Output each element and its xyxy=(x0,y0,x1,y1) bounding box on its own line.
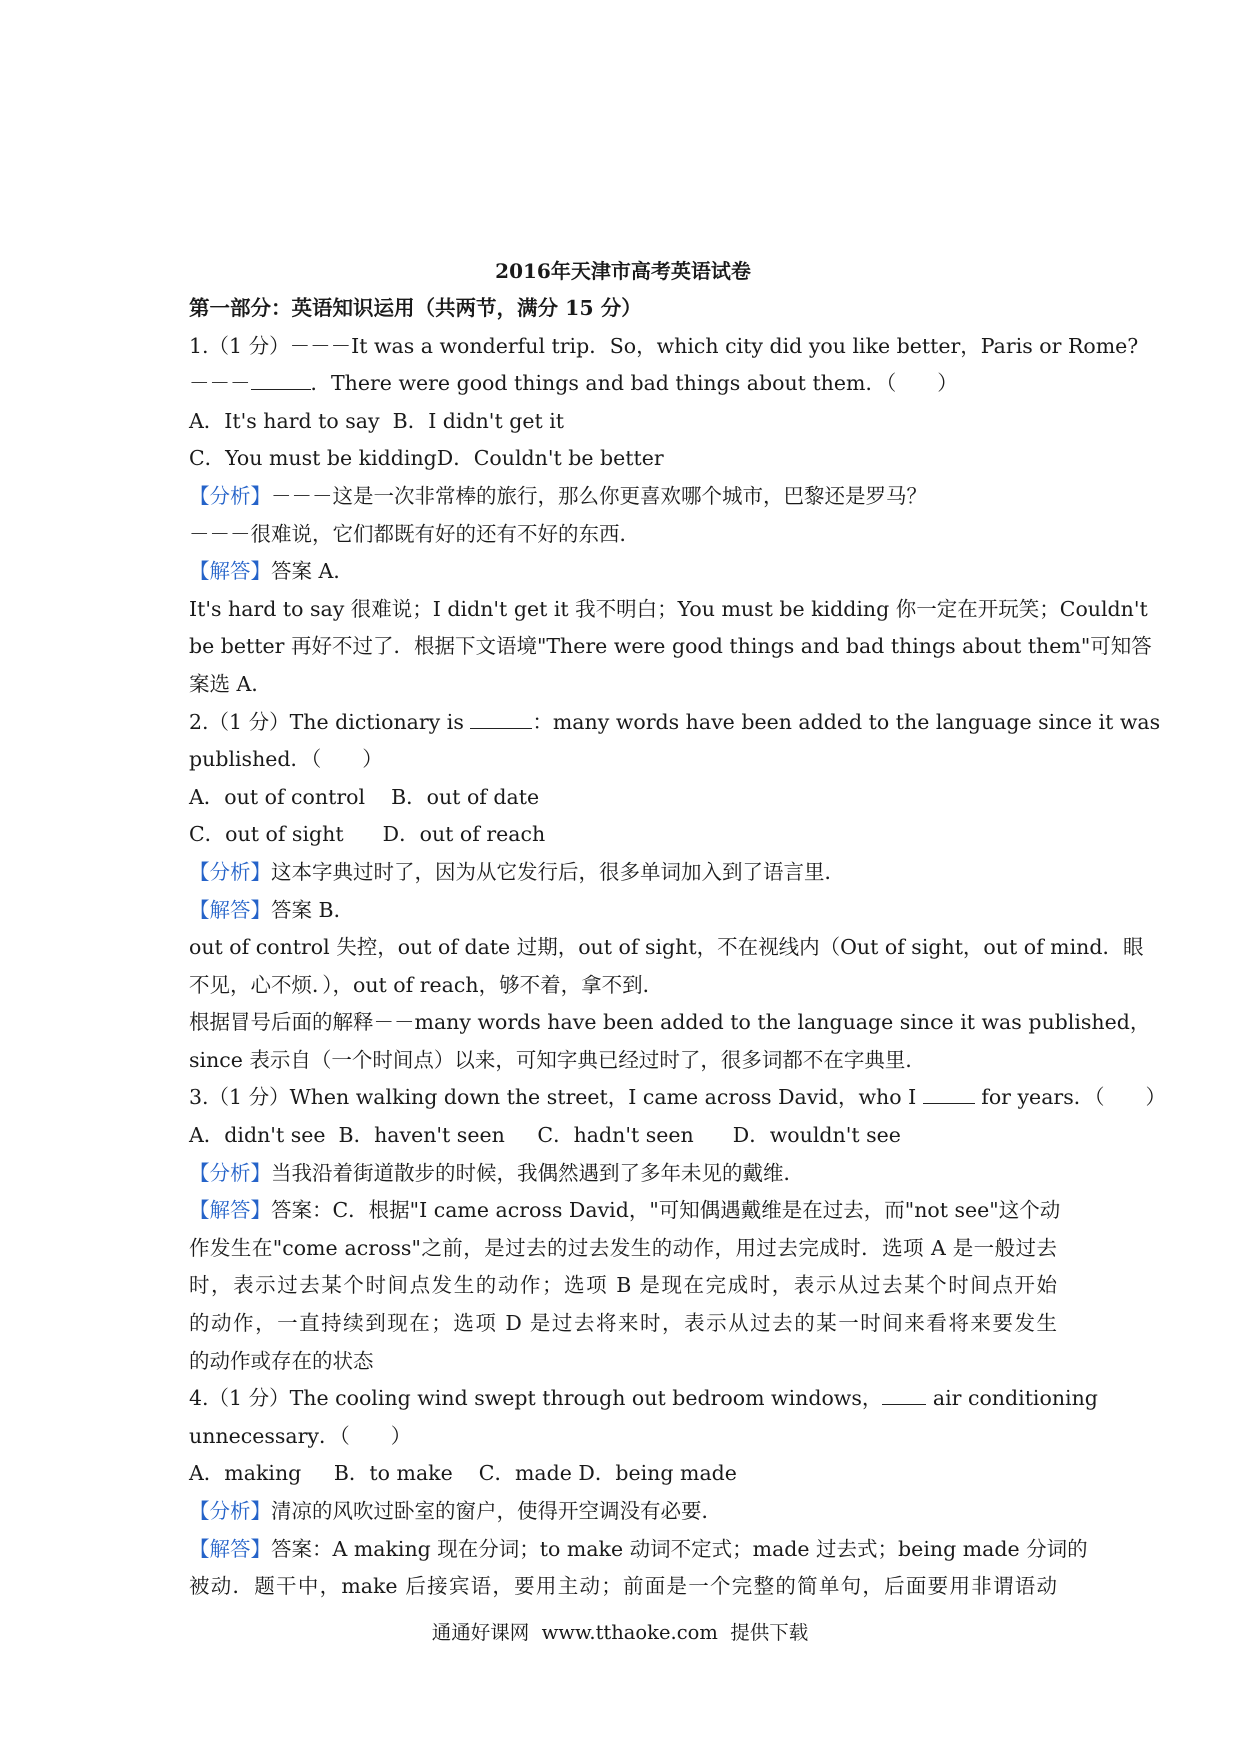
q3-answer-3: 的动作，一直持续到现在；选项 D 是过去将来时，表示从过去的某一时间来看将来要发生 xyxy=(189,1311,1057,1336)
q2-explanation: out of control 失控，out of date 过期，out of sight，不在视线内（Out of sight，out of mind．眼 xyxy=(189,935,1144,960)
q4-options: A．making B．to make C．made D．being made xyxy=(189,1461,737,1486)
q1-analysis: 【分析】－－－这是一次非常棒的旅行，那么你更喜欢哪个城市，巴黎还是罗马？ xyxy=(189,483,927,508)
q3-answer-cont: 作发生在"come across"之前，是过去的过去发生的动作，用过去完成时．选项 A 是一般过去 xyxy=(189,1235,1057,1260)
q1-options-cd: C．You must be kiddingD．Couldn't be better xyxy=(189,446,664,471)
q2-analysis: 【分析】这本字典过时了，因为从它发行后，很多单词加入到了语言里． xyxy=(189,859,845,884)
q1-explanation: It's hard to say 很难说；I didn't get it 我不明白；You must be kidding 你一定在开玩笑；Couldn't xyxy=(189,596,1148,621)
analysis-tag: 【分析】 xyxy=(189,1160,271,1185)
q3-answer: 【解答】答案：C．根据"I came across David，"可知偶遇戴维是在过去，而"not see"这个动 xyxy=(189,1198,1061,1223)
answer-tag: 【解答】 xyxy=(189,1536,271,1561)
q1-stem-cont: －－－ ．There were good things and bad things about them．（ ） xyxy=(189,371,958,396)
answer-blank xyxy=(882,1386,926,1405)
q4-stem: 4.（1 分）The cooling wind swept through out bedroom windows， air conditioning xyxy=(189,1386,1098,1411)
q2-options-ab: A．out of control B．out of date xyxy=(189,784,540,809)
q2-explanation-3: since 表示自（一个时间点）以来，可知字典已经过时了，很多词都不在字典里． xyxy=(189,1047,926,1072)
q3-answer-2: 时，表示过去某个时间点发生的动作；选项 B 是现在完成时，表示从过去某个时间点开始 xyxy=(189,1273,1057,1298)
q2-explanation-cont: 不见，心不烦．），out of reach，够不着，拿不到． xyxy=(189,972,664,997)
analysis-tag: 【分析】 xyxy=(189,483,271,508)
q1-explanation-cont: be better 再好不过了．根据下文语境"There were good things and bad things about them"可知答 xyxy=(189,634,1152,659)
answer-tag: 【解答】 xyxy=(189,1198,271,1223)
exam-content xyxy=(189,252,1166,1606)
answer-tag: 【解答】 xyxy=(189,897,271,922)
section-heading: 第一部分：英语知识运用（共两节，满分 15 分） xyxy=(189,296,642,320)
q2-options-cd: C．out of sight D．out of reach xyxy=(189,822,546,847)
page-footer: 通通好课网 www.tthaoke.com 提供下载 xyxy=(431,1621,809,1644)
q4-stem-cont: unnecessary．（ ） xyxy=(189,1423,412,1448)
q1-analysis-cont: －－－很难说，它们都既有好的还有不好的东西． xyxy=(189,521,640,546)
q2-answer: 【解答】答案 B． xyxy=(189,897,355,922)
q1-answer: 【解答】答案 A． xyxy=(189,559,354,584)
q3-options: A．didn't see B．haven't seen C．hadn't seen D．wouldn't see xyxy=(189,1123,901,1148)
answer-tag: 【解答】 xyxy=(189,559,271,584)
q3-analysis: 【分析】当我沿着街道散步的时候，我偶然遇到了多年未见的戴维． xyxy=(189,1160,804,1185)
q2-explanation-2: 根据冒号后面的解释－－many words have been added to the language since it was published， xyxy=(189,1010,1151,1035)
q3-stem: 3.（1 分）When walking down the street，I came across David，who I for years．（ ） xyxy=(189,1085,1166,1110)
answer-blank xyxy=(923,1085,975,1104)
q3-answer-4: 的动作或存在的状态 xyxy=(189,1348,374,1373)
q2-stem-cont: published．（ ） xyxy=(189,747,383,772)
analysis-tag: 【分析】 xyxy=(189,1499,271,1523)
q1-stem: 1.（1 分）－－－It was a wonderful trip．So，which city did you like better，Paris or Rome? xyxy=(189,333,1139,358)
q4-analysis: 【分析】清凉的风吹过卧室的窗户，使得开空调没有必要． xyxy=(189,1499,722,1523)
q4-answer: 【解答】答案：A making 现在分词；to make 动词不定式；made 过去式；being made 分词的 xyxy=(189,1536,1088,1561)
answer-blank xyxy=(470,710,532,729)
answer-blank xyxy=(251,371,311,390)
q1-options-ab: A．It's hard to say B．I didn't get it xyxy=(189,408,565,433)
q1-explanation-end: 案选 A． xyxy=(189,671,272,696)
analysis-tag: 【分析】 xyxy=(189,859,271,884)
page-title: 2016年天津市高考英语试卷 xyxy=(495,259,751,283)
q4-answer-cont: 被动．题干中，make 后接宾语，要用主动；前面是一个完整的简单句，后面要用非谓语动 xyxy=(189,1574,1057,1599)
q2-stem: 2.（1 分）The dictionary is ：many words have been added to the language since it was xyxy=(189,709,1161,734)
